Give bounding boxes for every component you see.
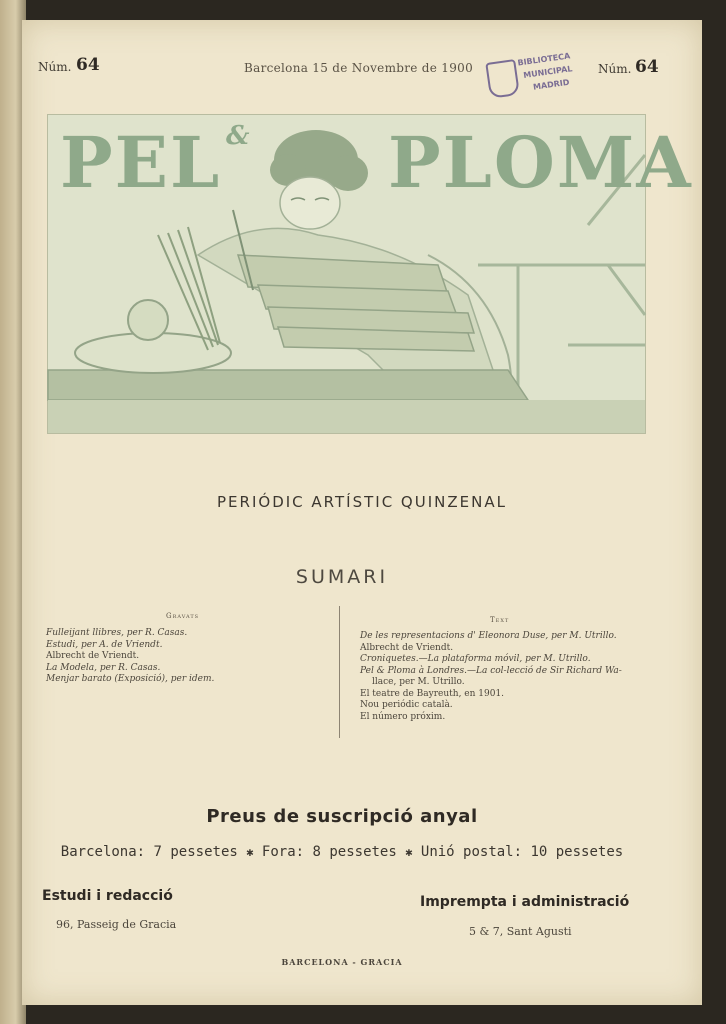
issue-number-left: 64	[76, 55, 100, 75]
periodical-subtitle: PERIÓDIC ARTÍSTIC QUINZENAL	[217, 493, 507, 511]
list-item: De les representacions d' Eleonora Duse, per M. Utrillo.	[360, 631, 617, 641]
price-unio-postal: Unió postal: 10 pessetes	[420, 844, 624, 860]
issue-number-label-left: Núm.	[38, 60, 72, 74]
gravats-heading: Gravats	[166, 612, 200, 620]
star-separator-icon: ✱	[405, 845, 413, 859]
studio-address: 96, Passeig de Gracia	[56, 918, 177, 931]
crest-icon	[485, 59, 520, 99]
city-imprint: BARCELONA - GRACIA	[281, 957, 403, 967]
gravats-list	[46, 628, 214, 686]
star-separator-icon: ✱	[246, 845, 254, 859]
price-barcelona: Barcelona: 7 pessetes	[60, 844, 238, 860]
text-heading: Text	[490, 616, 510, 624]
magazine-cover-page	[22, 20, 702, 1005]
studio-title: Estudi i redacció	[42, 888, 173, 904]
library-stamp	[485, 47, 591, 110]
stamp-line-3: MADRID	[532, 77, 570, 92]
list-item: Albrecht de Vriendt.	[360, 642, 454, 653]
dateline: Barcelona 15 de Novembre de 1900	[244, 61, 474, 75]
list-item: El teatre de Bayreuth, en 1901.	[360, 688, 505, 699]
printing-title: Imprempta i administració	[420, 894, 630, 910]
subscription-title: Preus de suscripció anyal	[206, 806, 478, 827]
cover-illustration	[47, 114, 693, 434]
list-item: Estudi, per A. de Vriendt.	[46, 639, 163, 650]
issue-number-right: 64	[635, 57, 659, 77]
subscription-prices	[22, 844, 662, 860]
masthead-ampersand: &	[226, 121, 250, 151]
list-item: Nou periódic català.	[360, 700, 453, 710]
list-item: El número próxim.	[360, 711, 446, 722]
column-divider	[339, 606, 340, 738]
list-item: Pel & Ploma à Londres.—La col-lecció de Sir Richard Wa-	[360, 665, 622, 676]
price-fora: Fora: 8 pessetes	[261, 844, 397, 860]
masthead-word-pel: PEL	[60, 121, 222, 204]
list-item: Albrecht de Vriendt.	[46, 651, 140, 661]
list-item: Croniquetes.—La plataforma móvil, per M. Utrillo.	[360, 654, 591, 664]
masthead-word-ploma: PLOMA	[388, 121, 693, 204]
stamp-line-1: BIBLIOTECA	[516, 51, 571, 68]
list-item: Menjar barato (Exposició), per idem.	[46, 674, 215, 684]
list-item: Fulleijant llibres, per R. Casas.	[46, 628, 188, 638]
sumari-title: SUMARI	[295, 566, 389, 588]
list-item: llace, per M. Utrillo.	[372, 677, 465, 687]
issue-number-label-right: Núm.	[598, 62, 632, 76]
stamp-line-2: MUNICIPAL	[522, 64, 573, 80]
list-item: La Modela, per R. Casas.	[46, 662, 161, 673]
text-list	[360, 631, 622, 723]
printing-address: 5 & 7, Sant Agusti	[469, 925, 572, 938]
